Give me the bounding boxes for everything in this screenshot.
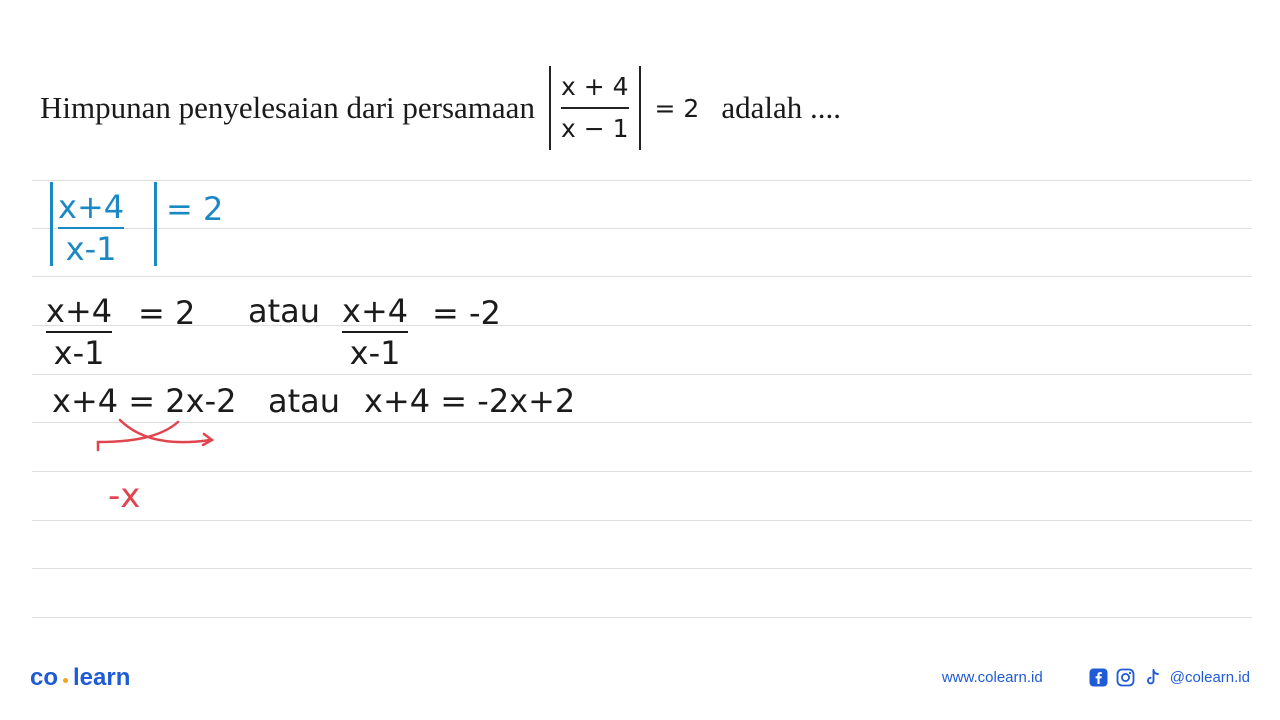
ruled-line (32, 617, 1252, 618)
instagram-icon[interactable] (1116, 668, 1135, 687)
fraction-line (58, 227, 124, 229)
tiktok-icon[interactable] (1143, 668, 1162, 687)
question-fraction (555, 69, 635, 147)
question-numerator: x + 4 (560, 72, 629, 101)
step3-left: x+4 = 2x-2 (52, 382, 237, 420)
step2-right-fraction (342, 292, 408, 372)
question-suffix: adalah .... (721, 90, 841, 125)
ruled-line (32, 276, 1252, 277)
fraction-line (561, 107, 629, 109)
abs-bar-left (549, 66, 551, 150)
ruled-line (32, 471, 1252, 472)
move-terms-arrows (90, 418, 220, 454)
step1-numerator: x+4 (58, 188, 125, 226)
ruled-line (32, 180, 1252, 181)
question-rhs: = 2 (654, 93, 700, 123)
step2-right-denominator: x-1 (349, 334, 401, 372)
brand-logo-right: learn (73, 664, 131, 691)
ruled-line (32, 520, 1252, 521)
step2-left-denominator: x-1 (53, 334, 105, 372)
abs-bar-left (50, 182, 53, 266)
footer-links (942, 668, 1250, 687)
question-denominator: x − 1 (560, 114, 629, 143)
ruled-line (32, 228, 1252, 229)
step1-fraction (58, 188, 124, 268)
step-note: -x (108, 476, 141, 516)
fraction-line (342, 331, 408, 333)
step2-connector: atau (248, 292, 321, 330)
step3-connector: atau (268, 382, 341, 420)
step2-right-numerator: x+4 (342, 292, 409, 330)
step2-left-rhs: = 2 (138, 294, 196, 332)
step3-right: x+4 = -2x+2 (364, 382, 576, 420)
abs-bar-right (154, 182, 157, 266)
question-equation (545, 66, 699, 150)
question (40, 60, 841, 156)
step1-rhs: = 2 (166, 190, 224, 228)
facebook-icon[interactable] (1089, 668, 1108, 687)
social-handle[interactable]: @colearn.id (1169, 669, 1250, 686)
brand-logo (30, 664, 130, 692)
brand-logo-dot (63, 678, 68, 683)
website-link[interactable]: www.colearn.id (941, 669, 1043, 686)
ruled-line (32, 325, 1252, 326)
step2-left-fraction (46, 292, 112, 372)
brand-logo-left: co (30, 664, 59, 691)
step2-right-rhs: = -2 (432, 294, 501, 332)
step2-left-numerator: x+4 (46, 292, 113, 330)
fraction-line (46, 331, 112, 333)
ruled-line (32, 374, 1252, 375)
step1-denominator: x-1 (65, 230, 117, 268)
question-prefix: Himpunan penyelesaian dari persamaan (40, 90, 535, 125)
ruled-line (32, 568, 1252, 569)
abs-bar-right (639, 66, 641, 150)
